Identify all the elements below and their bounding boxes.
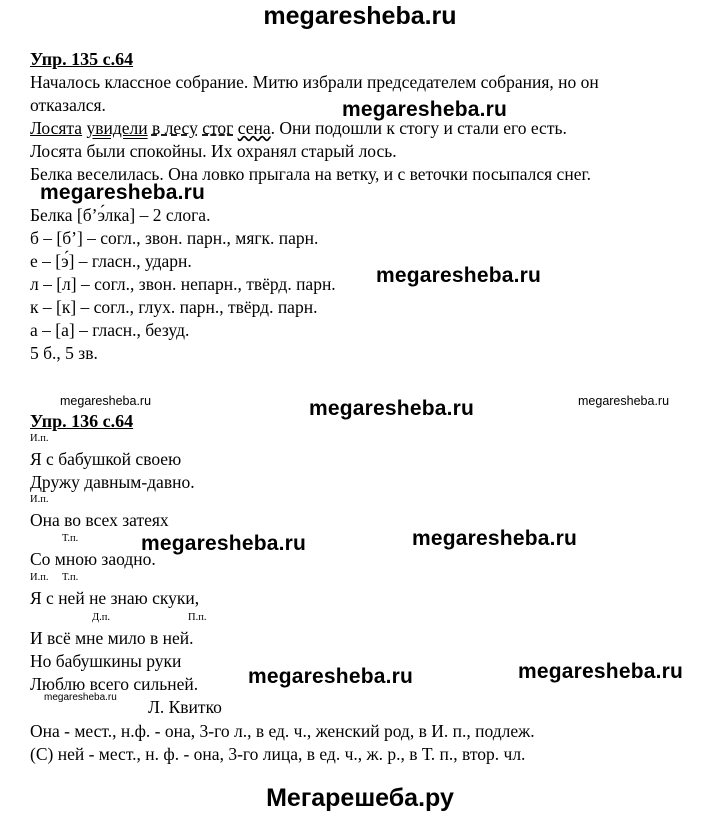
attribute-word: сена xyxy=(237,118,271,138)
exercise-135-heading: Упр. 135 с.64 xyxy=(30,49,134,69)
watermark: megaresheba.ru xyxy=(342,98,508,121)
watermark: megaresheba.ru xyxy=(141,532,307,555)
watermark: megaresheba.ru xyxy=(578,394,670,408)
poem-line: Но бабушкины руки xyxy=(30,651,182,671)
poem-line: Со мною заодно. xyxy=(30,549,156,569)
case-label: Д.п. xyxy=(92,612,111,623)
watermark: megaresheba.ru xyxy=(60,394,152,408)
phonetic-line: 5 б., 5 зв. xyxy=(30,343,98,363)
case-label: Т.п. xyxy=(62,533,79,544)
poem-line: И всё мне мило в ней. xyxy=(30,628,194,648)
watermark: megaresheba.ru xyxy=(412,527,578,550)
phonetic-line: Белка [б’э́лка] – 2 слога. xyxy=(30,205,211,225)
phonetic-line: б – [б’] – согл., звон. парн., мягк. парн. xyxy=(30,228,319,248)
case-label: И.п. xyxy=(30,494,49,505)
predicate-word: увидели xyxy=(86,118,148,138)
case-label: И.п. xyxy=(30,433,49,444)
phonetic-line: а – [а] – гласн., безуд. xyxy=(30,320,190,340)
phonetic-line: л – [л] – согл., звон. непарн., твёрд. парн. xyxy=(30,274,336,294)
watermark: megaresheba.ru xyxy=(376,264,542,287)
analysis-line: (С) ней - мест., н. ф. - она, 3-го лица, в ед. ч., ж. р., в Т. п., втор. чл. xyxy=(30,744,526,764)
circumstance-words: в лесу xyxy=(151,118,198,138)
poem-author: Л. Квитко xyxy=(148,697,222,717)
subject-word: Лосята xyxy=(30,118,83,138)
ex135-line: Белка веселилась. Она ловко прыгала на ветку, и с веточки посыпался снег. xyxy=(30,164,592,184)
ex135-line: отказался. xyxy=(30,95,106,115)
site-header: megaresheba.ru xyxy=(263,2,457,30)
sentence-rest: . Они подошли к стогу и стали его есть. xyxy=(270,118,567,138)
case-label: Т.п. xyxy=(62,572,79,583)
object-word: стог xyxy=(202,118,234,138)
poem-line: Люблю всего сильней. xyxy=(30,674,199,694)
watermark: megaresheba.ru xyxy=(309,397,475,420)
poem-line: Я с ней не знаю скуки, xyxy=(30,588,200,608)
analysis-line: Она - мест., н.ф. - она, 3-го л., в ед. ч., женский род, в И. п., подлеж. xyxy=(30,721,535,741)
site-footer: Мегарешеба.ру xyxy=(266,784,454,812)
case-label: П.п. xyxy=(188,612,207,623)
watermark: megaresheba.ru xyxy=(40,181,206,204)
ex135-line: Лосята были спокойны. Их охранял старый лось. xyxy=(30,141,397,161)
phonetic-line: к – [к] – согл., глух. парн., твёрд. парн. xyxy=(30,297,318,317)
watermark: megaresheba.ru xyxy=(518,660,684,683)
ex135-line: Началось классное собрание. Митю избрали председателем собрания, но он xyxy=(30,72,599,92)
poem-line: Она во всех затеях xyxy=(30,510,169,530)
poem-line: Дружу давным-давно. xyxy=(30,472,195,492)
phonetic-line: е – [э́] – гласн., ударн. xyxy=(30,251,192,271)
exercise-136-heading: Упр. 136 с.64 xyxy=(30,411,134,431)
watermark: megaresheba.ru xyxy=(248,665,414,688)
case-label: И.п. xyxy=(30,572,49,583)
watermark: megaresheba.ru xyxy=(44,692,117,703)
poem-line: Я с бабушкой своею xyxy=(30,449,182,469)
